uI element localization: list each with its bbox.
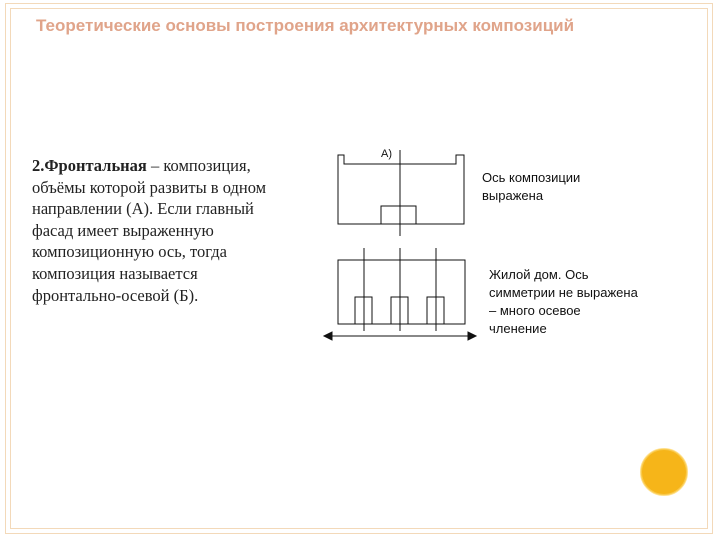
- diagram-a: [338, 150, 464, 236]
- slide-title: Теоретические основы построения архитектурных композиций: [36, 16, 575, 35]
- diagram-a-outline: [338, 155, 464, 224]
- diagram-a-entrance: [381, 206, 416, 224]
- arrowhead-right-icon: [468, 332, 476, 340]
- decorative-circle: [640, 448, 688, 496]
- diagram-b: [324, 248, 476, 340]
- diagram-a-label: А): [381, 148, 392, 160]
- body-paragraph: – композиция, объёмы которой развиты в одном направлении (А). Если главный фасад имеет выраженную композиционную ось, тогда композиция называется фронтально-осевой (Б).: [32, 156, 267, 305]
- diagram-b-facade: [338, 260, 465, 324]
- caption-axis: Ось композиции выражена: [482, 170, 581, 203]
- body-heading: 2.Фронтальная: [32, 156, 147, 175]
- caption-house: Жилой дом. Ось симметрии не выражена – много осевое членение: [489, 267, 638, 336]
- arrowhead-left-icon: [324, 332, 332, 340]
